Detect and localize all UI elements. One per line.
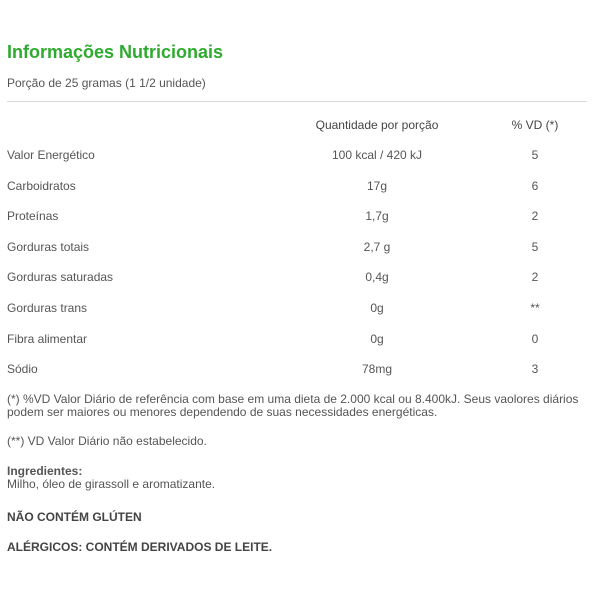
allergens-notice: ALÉRGICOS: CONTÉM DERIVADOS DE LEITE. [7,540,273,554]
table-row [7,362,587,393]
nutrient-quantity: 0g [370,331,384,346]
nutrient-name: Gorduras saturadas [7,270,114,285]
ingredients-section [7,465,592,491]
table-row [7,209,587,240]
table-row [7,148,587,179]
table-row [7,240,587,271]
nutrient-dv: 5 [531,239,539,254]
gluten-notice: NÃO CONTÉM GLÚTEN [7,510,142,524]
nutrient-dv: 0 [531,331,539,346]
nutrient-dv: 6 [531,178,539,193]
nutrient-quantity: 78mg [361,362,393,377]
nutrient-dv: 5 [531,148,539,162]
nutrient-name: Sódio [7,362,38,377]
ingredients-label: Ingredientes: [7,464,83,478]
nutrient-name: Proteínas [7,209,59,224]
nutrient-name: Fibra alimentar [7,331,88,346]
header-quantity: Quantidade por porção [315,118,439,132]
header-daily-value: % VD (*) [511,118,559,132]
nutrient-quantity: 100 kcal / 420 kJ [331,148,423,162]
page-title: Informações Nutricionais [7,42,224,62]
nutrient-quantity: 2,7 g [363,239,391,254]
dv-not-established-note: (**) VD Valor Diário não estabelecido. [7,434,207,448]
nutrition-table [7,148,587,393]
ingredients-text: Milho, óleo de girassoll e aromatizante. [7,477,216,491]
portion-size: Porção de 25 gramas (1 1/2 unidade) [7,76,206,90]
divider [7,101,587,102]
nutrient-name: Gorduras trans [7,300,88,315]
nutrient-dv: 2 [531,270,539,285]
nutrient-dv: ** [530,300,540,315]
nutrient-dv: 3 [531,362,539,377]
nutrient-name: Carboidratos [7,178,76,193]
table-row [7,301,587,332]
nutrient-name: Gorduras totais [7,239,90,254]
dv-reference-note: (*) %VD Valor Diário de referência com base em uma dieta de 2.000 kcal ou 8.400kJ. Seus vaolores diários podem ser maiores ou menores dependendo de suas necessidades energéticas. [7,392,579,419]
nutrient-quantity: 1,7g [365,209,389,224]
table-row [7,332,587,363]
nutrient-quantity: 0g [370,300,384,315]
nutrient-quantity: 17g [366,178,388,193]
table-row [7,179,587,210]
table-header [7,118,587,134]
table-row [7,270,587,301]
nutrient-name: Valor Energético [7,148,95,162]
nutrient-dv: 2 [531,209,539,224]
nutrient-quantity: 0,4g [365,270,389,285]
